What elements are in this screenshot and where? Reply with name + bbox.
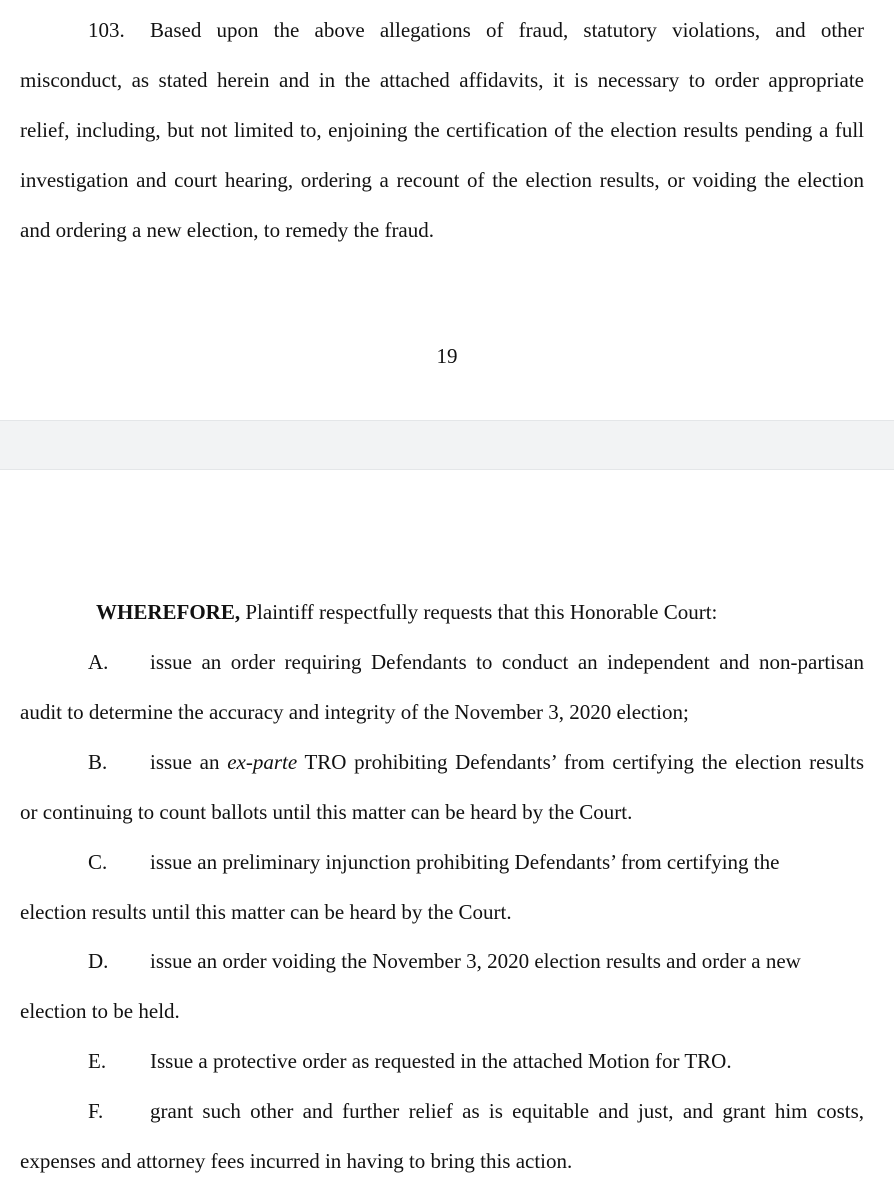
item-b-text-post: TRO prohibiting Defendants’ from certifying the election results [297, 750, 864, 774]
document-page-20 [0, 470, 894, 1200]
item-f-line-2: expenses and attorney fees incurred in having to bring this action. [20, 1149, 573, 1173]
item-b-text-pre: issue an [150, 750, 228, 774]
paragraph-103-line-3: relief, including, but not limited to, enjoining the certification of the election results pending a full [20, 118, 864, 142]
item-d-line-2: election to be held. [20, 999, 180, 1023]
item-e-letter: E. [88, 1049, 107, 1073]
item-d-line-1 [20, 949, 864, 973]
item-c-line-2: election results until this matter can be heard by the Court. [20, 900, 512, 924]
item-f-text: grant such other and further relief as is equitable and just, and grant him costs, [150, 1099, 864, 1123]
item-b-letter: B. [88, 750, 108, 774]
item-a-letter: A. [88, 650, 109, 674]
item-b-line-1 [20, 750, 864, 774]
item-f-line-1 [20, 1099, 864, 1123]
paragraph-103-line-2: misconduct, as stated herein and in the attached affidavits, it is necessary to order appropriate [20, 68, 864, 92]
item-c-letter: C. [88, 850, 108, 874]
page-number: 19 [436, 344, 458, 368]
item-f-letter: F. [88, 1099, 104, 1123]
wherefore-heading: WHEREFORE, [96, 600, 241, 624]
paragraph-number: 103. [88, 18, 125, 42]
item-e-text: Issue a protective order as requested in the attached Motion for TRO. [150, 1049, 732, 1073]
paragraph-103-line-4: investigation and court hearing, ordering a recount of the election results, or voiding the election [20, 168, 864, 192]
paragraph-103-first-text: Based upon the above allegations of fraud, statutory violations, and other [150, 18, 864, 42]
item-b-line-2: or continuing to count ballots until this matter can be heard by the Court. [20, 800, 633, 824]
item-d-text: issue an order voiding the November 3, 2020 election results and order a new [150, 949, 801, 973]
item-c-text: issue an preliminary injunction prohibiting Defendants’ from certifying the [150, 850, 780, 874]
item-e-line-1 [20, 1049, 864, 1073]
item-a-line-2: audit to determine the accuracy and integrity of the November 3, 2020 election; [20, 700, 689, 724]
page-separator [0, 420, 894, 470]
wherefore-line [20, 600, 864, 624]
item-a-text: issue an order requiring Defendants to conduct an independent and non-partisan [150, 650, 864, 674]
item-a-line-1 [20, 650, 864, 674]
paragraph-103-line-1 [20, 18, 864, 42]
item-b-text-italic: ex-parte [227, 750, 298, 774]
document-page-19 [0, 0, 894, 420]
item-c-line-1 [20, 850, 864, 874]
wherefore-text: Plaintiff respectfully requests that this Honorable Court: [240, 600, 718, 624]
item-d-letter: D. [88, 949, 109, 973]
paragraph-103-line-5: and ordering a new election, to remedy the fraud. [20, 218, 435, 242]
